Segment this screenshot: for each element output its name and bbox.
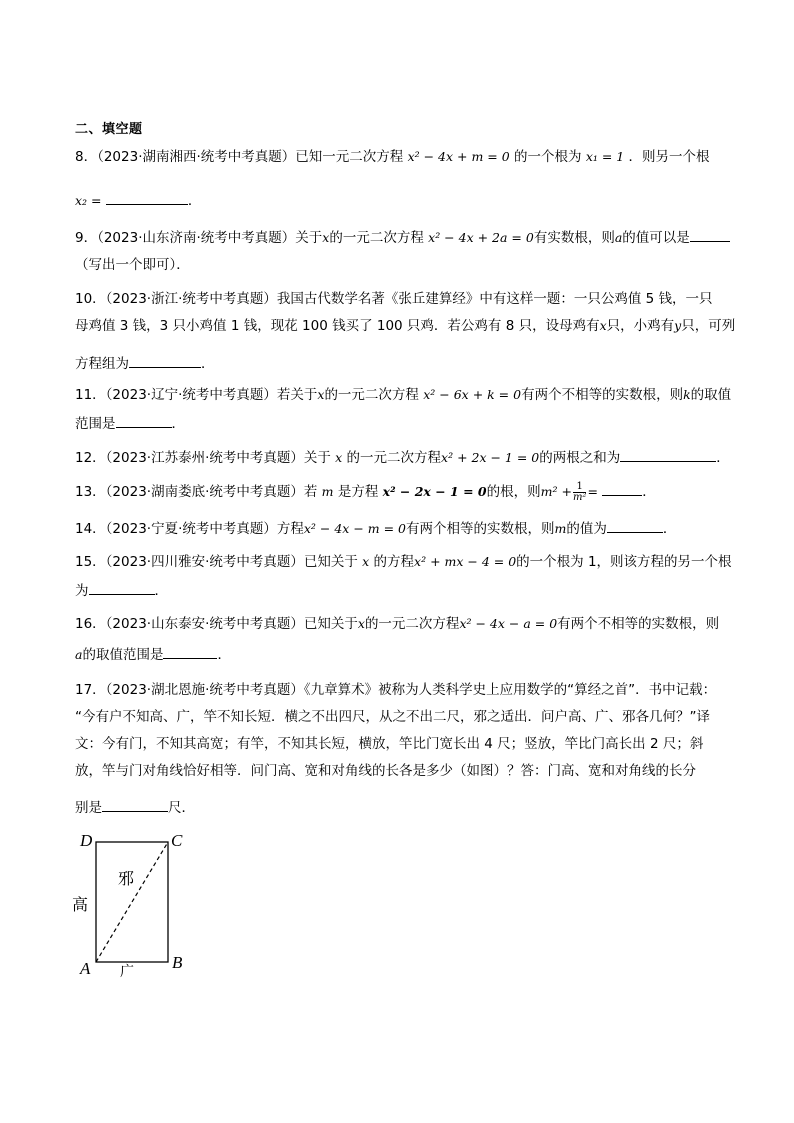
- question-9-line-1: [75, 227, 730, 248]
- q10-text-2: 母鸡值 3 钱，3 只小鸡值 1 钱，现花 100 钱买了 100 只鸡．若公鸡有 8 只，设母鸡有: [75, 318, 600, 334]
- q10-var-x: x: [599, 318, 607, 333]
- question-15-line-1: [75, 552, 732, 572]
- q16-var: x: [357, 616, 365, 631]
- question-17-line-2: [75, 707, 710, 727]
- q16-end: ．: [217, 647, 231, 663]
- q16-text-4: 的取值范围是: [82, 647, 164, 663]
- q10-text-3: 只，小鸡有: [606, 318, 675, 334]
- q13-equation: x² − 2x − 1 = 0: [382, 484, 487, 499]
- q12-var: x: [335, 450, 343, 465]
- question-15-line-2: [75, 580, 168, 601]
- q9-var: x: [322, 230, 330, 245]
- q17-text-4: 放，竿与门对角线恰好相等．问门高、宽和对角线的长各是多少（如图）？答：门高、宽和对角线的长分: [75, 763, 696, 779]
- q16-answer-blank[interactable]: [163, 644, 217, 659]
- q12-text-2: 的一元二次方程: [346, 450, 442, 466]
- q13-text-2: 是方程: [337, 484, 379, 500]
- q13-fraction: [573, 482, 587, 503]
- door-diagonal: [96, 842, 168, 962]
- question-11-line-1: [75, 385, 731, 405]
- q8-answer-blank[interactable]: [106, 190, 188, 205]
- q15-text-4: 为: [75, 583, 89, 599]
- q17-text-1: 17．（2023·湖北恩施·统考中考真题）《九章算术》被称为人类科学史上应用数学的“算经之首”．书中记载：: [75, 682, 717, 698]
- question-8-line-1: [75, 147, 710, 167]
- q8-equation: x² − 4x + m = 0: [407, 149, 510, 164]
- question-17-line-3: [75, 734, 703, 754]
- q16-var-2: a: [75, 647, 83, 662]
- q11-text-1: 11．（2023·辽宁·统考中考真题）若关于: [75, 387, 318, 403]
- vertex-label-b: B: [172, 953, 183, 972]
- question-16-line-2: [75, 644, 231, 665]
- q13-fraction-denominator: m²: [572, 491, 587, 503]
- vertex-label-a: A: [80, 959, 91, 978]
- q8-text-2: 的一个根为: [514, 149, 582, 165]
- q8-lhs: x₂ =: [75, 193, 102, 208]
- question-16-line-1: [75, 614, 719, 634]
- diagonal-label: 邪: [118, 869, 135, 888]
- question-10-line-3: [75, 353, 215, 374]
- q11-end: ．: [171, 416, 185, 432]
- vertex-label-c: C: [171, 831, 183, 850]
- q8-text-3: ．则另一个根: [628, 149, 710, 165]
- q13-text-1: 13．（2023·湖南娄底·统考中考真题）若: [75, 484, 318, 500]
- q14-end: ．: [662, 521, 677, 537]
- width-label: 广: [120, 964, 134, 978]
- q17-text-5: 别是: [75, 800, 102, 816]
- q15-text-1: 15．（2023·四川雅安·统考中考真题）已知关于: [75, 554, 358, 570]
- q11-text-3: 有两个不相等的实数根，则: [521, 387, 684, 403]
- q10-var-y: y: [674, 318, 682, 333]
- q16-equation: x² − 4x − a = 0: [459, 616, 558, 631]
- q13-answer-blank[interactable]: [602, 481, 642, 496]
- question-17-line-5: [75, 797, 195, 818]
- q10-end: ．: [201, 356, 215, 372]
- q14-answer-blank[interactable]: [607, 518, 663, 533]
- door-diagram-svg: [68, 828, 198, 978]
- height-label: 高: [72, 895, 89, 914]
- question-10-line-1: [75, 289, 713, 309]
- question-12-line-1: [75, 447, 730, 468]
- q16-text-2: 的一元二次方程: [364, 616, 460, 632]
- door-rectangle: [96, 842, 168, 962]
- q10-text-4: 只，可列: [681, 318, 736, 334]
- q14-text-3: 的值为: [566, 521, 607, 537]
- q11-text-4: 的取值: [690, 387, 732, 403]
- q15-equation: x² + mx − 4 = 0: [414, 554, 517, 569]
- q13-end: ．: [642, 484, 656, 500]
- vertex-label-d: D: [80, 831, 93, 850]
- q16-text-1: 16．（2023·山东泰安·统考中考真题）已知关于: [75, 616, 358, 632]
- question-11-line-2: [75, 413, 185, 434]
- q13-text-3: 的根，则: [486, 484, 541, 500]
- question-17-line-4: [75, 761, 696, 781]
- q14-equation: x² − 4x − m = 0: [303, 521, 407, 536]
- question-8-line-2: [75, 190, 201, 211]
- q11-answer-blank[interactable]: [116, 413, 172, 428]
- q10-text-1: 10．（2023·浙江·统考中考真题）我国古代数学名著《张丘建算经》中有这样一题：一只公鸡值 5 钱，一只: [75, 291, 713, 307]
- q8-end: ．: [187, 193, 202, 209]
- q12-text-3: 的两根之和为: [539, 450, 621, 466]
- q17-text-3: 文：今有门，不知其高宽；有竿，不知其长短，横放，竿比门宽长出 4 尺；竖放，竿比门高长出 2 尺；斜: [75, 736, 704, 752]
- question-17-line-1: [75, 680, 716, 700]
- q15-text-2: 的方程: [373, 554, 415, 570]
- q9-var-2: a: [614, 230, 623, 245]
- q15-answer-blank[interactable]: [89, 580, 155, 595]
- q9-text-1: 9．（2023·山东济南·统考中考真题）关于: [75, 230, 323, 246]
- question-9-line-2: [75, 255, 190, 275]
- q11-var: x: [317, 387, 325, 402]
- q9-answer-blank[interactable]: [690, 227, 730, 242]
- question-13-line-1: [75, 481, 656, 503]
- q13-var: m: [321, 484, 334, 499]
- section-title: 二、填空题: [75, 122, 143, 137]
- q12-end: ．: [716, 450, 730, 466]
- q11-text-5: 范围是: [75, 416, 116, 432]
- q9-text-3: 有实数根，则: [533, 230, 615, 246]
- question-10-line-2: [75, 316, 735, 336]
- q17-end: 尺．: [168, 800, 195, 816]
- q15-var: x: [362, 554, 370, 569]
- q13-fraction-numerator: 1: [573, 482, 587, 493]
- q11-var-2: k: [683, 387, 691, 402]
- q9-text-4: 的值可以是: [622, 230, 690, 246]
- q14-var: m: [554, 521, 567, 536]
- q9-text-5: （写出一个即可）．: [75, 257, 190, 273]
- q12-text-1: 12．（2023·江苏泰州·统考中考真题）关于: [75, 450, 331, 466]
- q16-text-3: 有两个不相等的实数根，则: [557, 616, 720, 632]
- door-diagram: [68, 828, 198, 982]
- question-14-line-1: [75, 518, 676, 539]
- q15-text-3: 的一个根为 1，则该方程的另一个根: [516, 554, 732, 570]
- q11-text-2: 的一元二次方程: [324, 387, 419, 403]
- q12-equation: x² + 2x − 1 = 0: [441, 450, 540, 465]
- q8-root: x₁ = 1: [585, 149, 625, 164]
- q9-text-2: 的一元二次方程: [329, 230, 424, 246]
- q10-text-5: 方程组为: [75, 356, 129, 372]
- q12-answer-blank[interactable]: [620, 447, 716, 462]
- q17-text-2: “今有户不知高、广，竿不知长短．横之不出四尺，从之不出二尺，邪之适出．问户高、广、邪各几何？”译: [75, 709, 710, 725]
- q9-equation: x² − 4x + 2a = 0: [428, 230, 534, 245]
- q13-equals-sign: =: [587, 484, 598, 499]
- q11-equation: x² − 6x + k = 0: [423, 387, 522, 402]
- q14-text-2: 有两个相等的实数根，则: [406, 521, 555, 537]
- q10-answer-blank[interactable]: [129, 353, 201, 368]
- q17-answer-blank[interactable]: [102, 797, 168, 812]
- q15-end: ．: [154, 583, 168, 599]
- q8-text-1: 8．（2023·湖南湘西·统考中考真题）已知一元二次方程: [75, 149, 404, 165]
- q13-expression: m² +: [540, 484, 572, 499]
- q14-text-1: 14．（2023·宁夏·统考中考真题）方程: [75, 521, 304, 537]
